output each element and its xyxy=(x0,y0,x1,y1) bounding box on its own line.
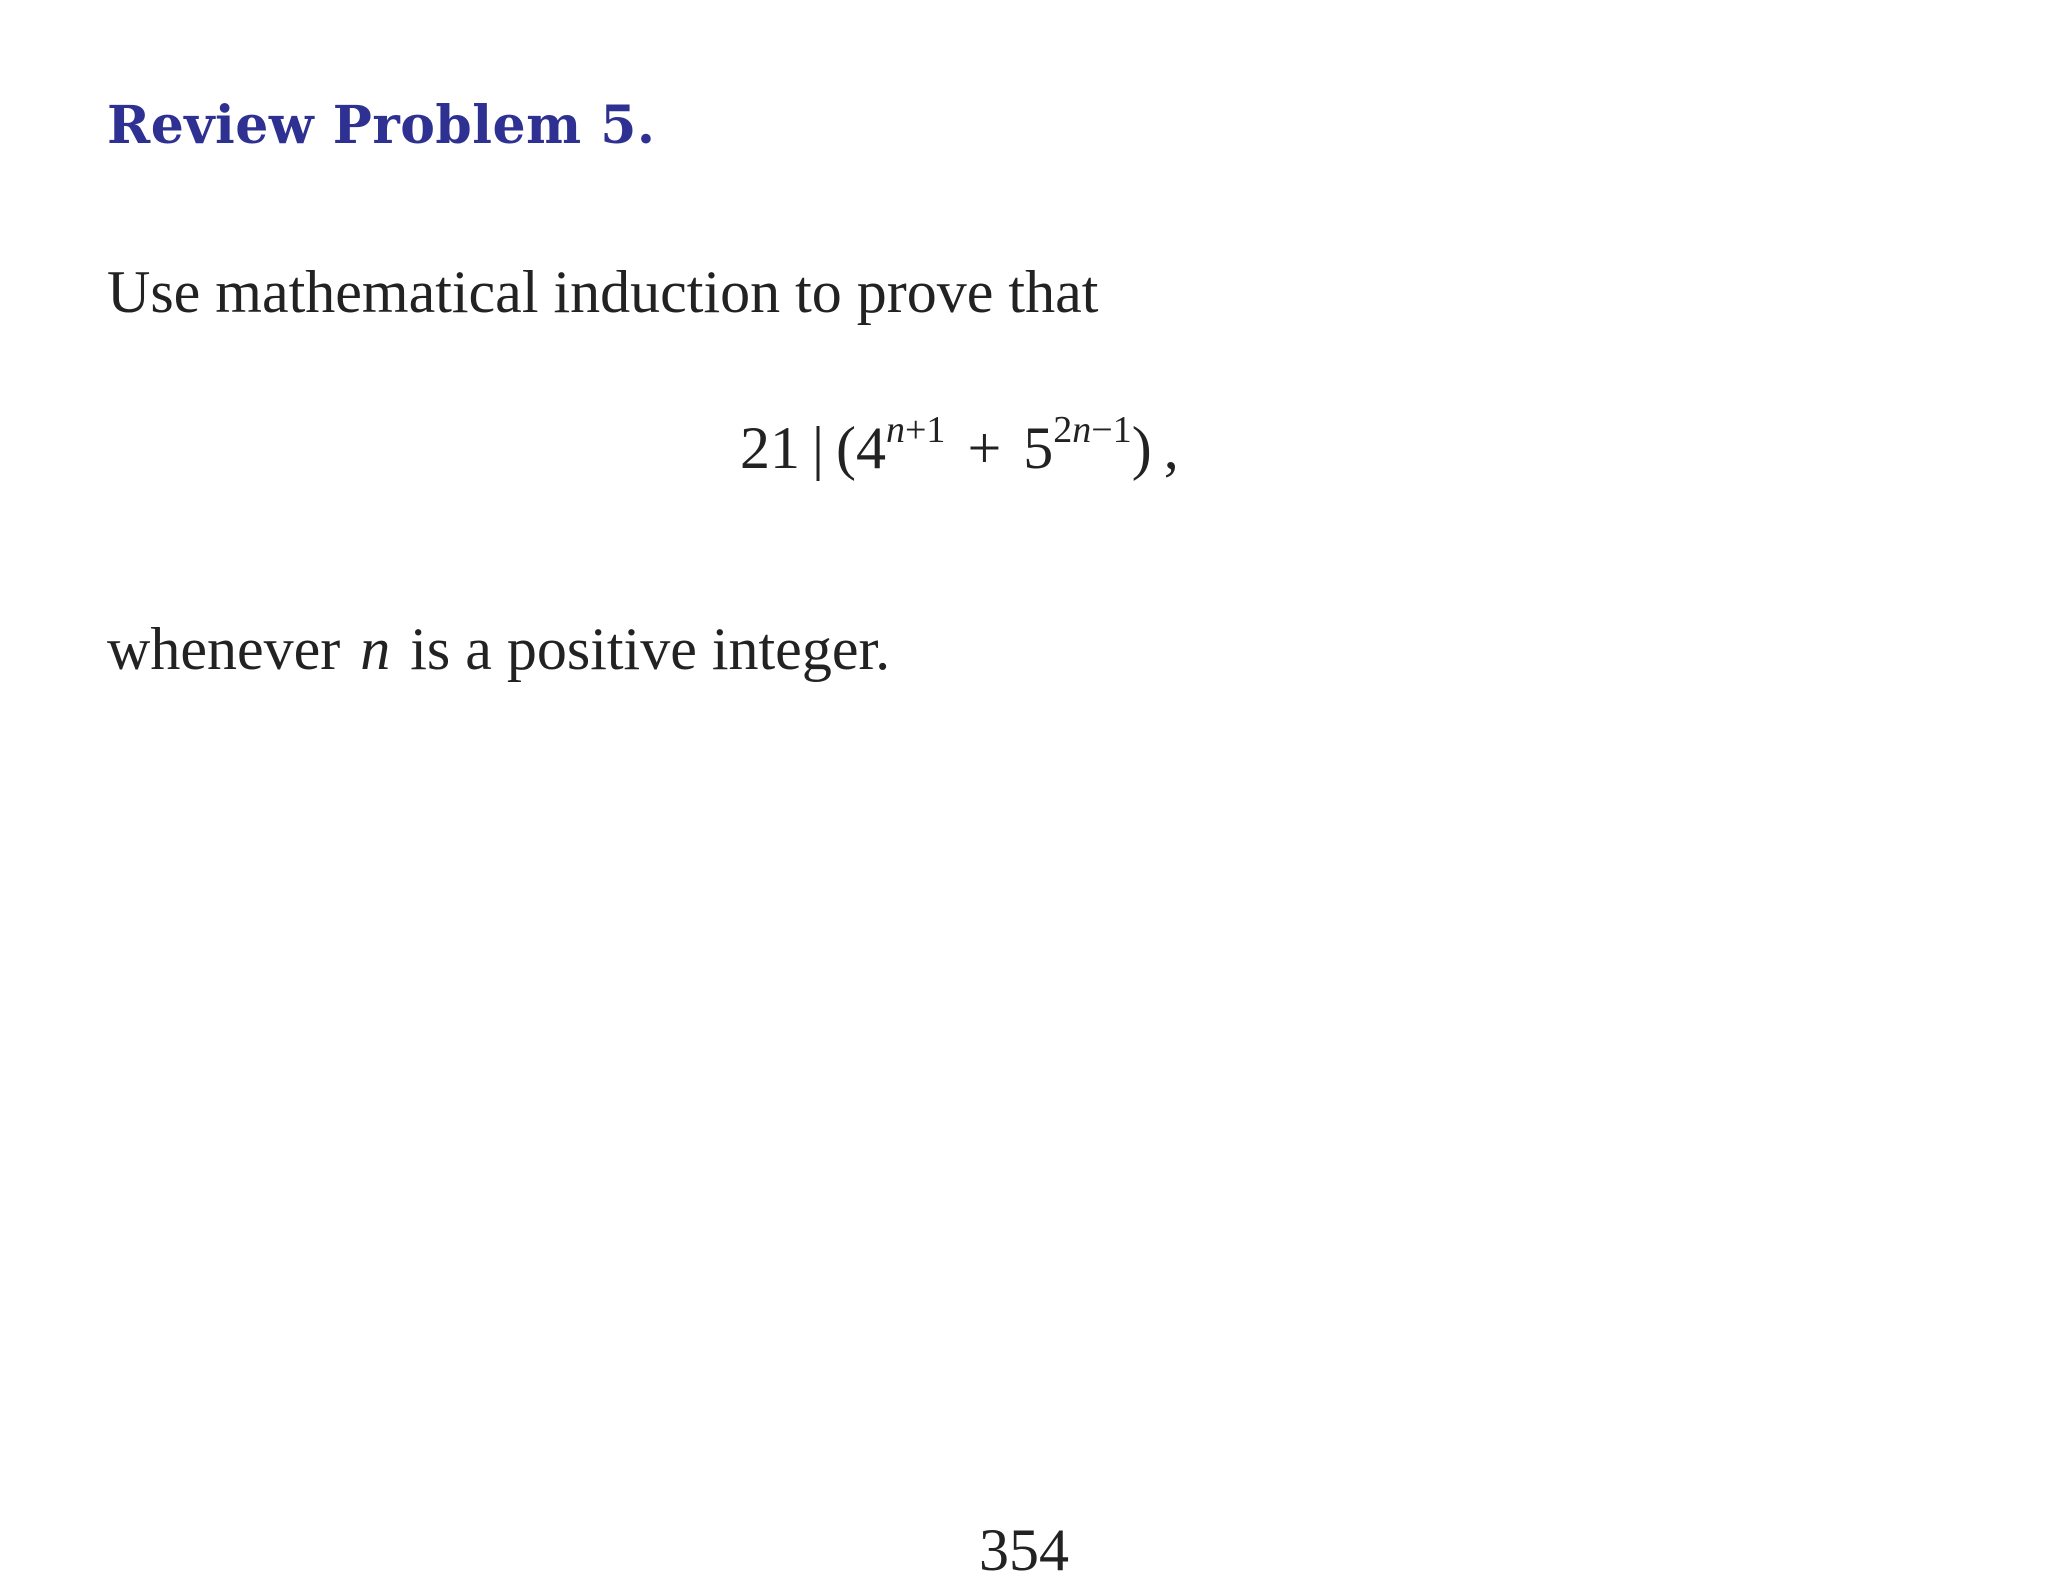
conclusion-lead: whenever xyxy=(107,616,341,682)
formula-exponent-one: n+1 xyxy=(886,409,946,451)
divisibility-formula xyxy=(740,409,1179,481)
problem-conclusion-text xyxy=(107,616,891,682)
formula-divides-symbol: | xyxy=(812,415,825,481)
page-number: 354 xyxy=(979,1517,1069,1583)
formula-open-paren: ( xyxy=(836,415,856,481)
conclusion-variable: n xyxy=(360,616,391,682)
formula-plus-sign: + xyxy=(967,415,1002,481)
formula-divisor: 21 xyxy=(740,415,800,481)
formula-comma: , xyxy=(1163,415,1179,481)
formula-exponent-two: 2n−1 xyxy=(1053,409,1132,451)
formula-base-five: 5 xyxy=(1023,415,1054,481)
conclusion-tail: is a positive integer. xyxy=(410,616,891,682)
problem-intro-text: Use mathematical induction to prove that xyxy=(107,259,1099,325)
problem-title: Review Problem 5. xyxy=(107,95,656,156)
formula-close-paren: ) xyxy=(1131,415,1152,481)
formula-base-four: 4 xyxy=(856,415,886,481)
